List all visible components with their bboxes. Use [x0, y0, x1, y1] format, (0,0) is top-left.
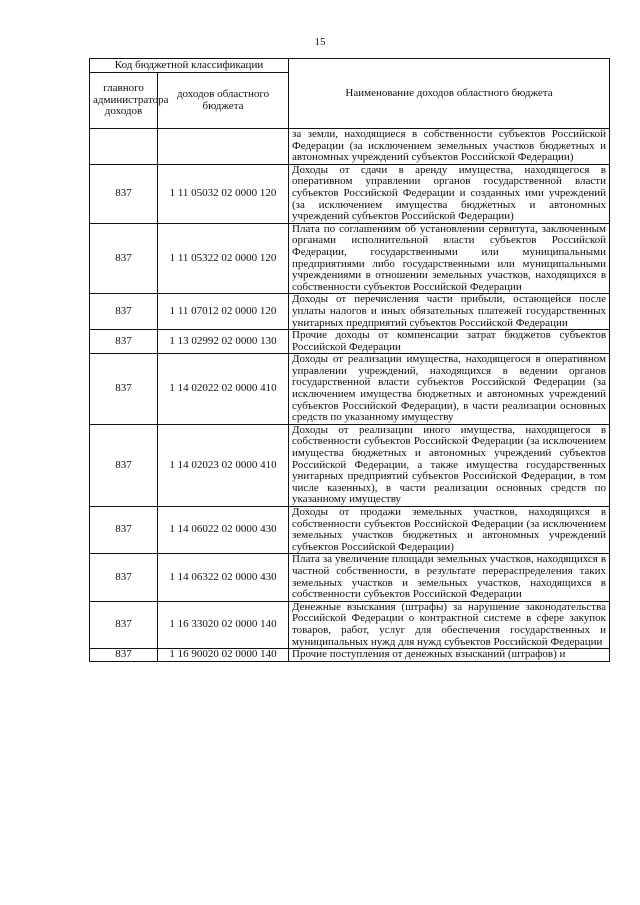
income-code-cell: 1 16 90020 02 0000 140 — [158, 649, 289, 662]
admin-code-cell: 837 — [90, 223, 158, 294]
table-row — [90, 554, 610, 601]
admin-code-cell: 837 — [90, 164, 158, 223]
table-header — [90, 59, 610, 129]
income-name-cell: Плата по соглашениям об установлении сервитута, заключенным органами исполнительной власти субъектов Российской Федерации, государственными или муниципальными предприятиями либо государственными или муниципальными учреждениями в отношении земельных участков, находящихся в собственности субъектов Российской Федерации — [289, 223, 610, 294]
admin-code-cell: 837 — [90, 554, 158, 601]
admin-code-cell: 837 — [90, 649, 158, 662]
income-code-cell: 1 16 33020 02 0000 140 — [158, 601, 289, 648]
admin-code-cell: 837 — [90, 507, 158, 554]
income-code-cell: 1 14 06022 02 0000 430 — [158, 507, 289, 554]
income-code-cell — [158, 129, 289, 165]
table-row — [90, 354, 610, 425]
table-row — [90, 164, 610, 223]
budget-classification-header: Код бюджетной классификации — [90, 59, 289, 73]
admin-code-cell: 837 — [90, 294, 158, 330]
page-number: 15 — [314, 36, 326, 48]
income-name-cell: Денежные взыскания (штрафы) за нарушение законодательства Российской Федерации о контрактной системе в сфере закупок товаров, работ, услуг для обеспечения государственных и муниципальных нужд для нужд субъектов Российской Федерации — [289, 601, 610, 648]
income-name-cell: Доходы от перечисления части прибыли, остающейся после уплаты налогов и иных обязательных платежей государственных унитарных предприятий субъектов Российской Федерации — [289, 294, 610, 330]
income-name-cell: Плата за увеличение площади земельных участков, находящихся в частной собственности, в результате перераспределения таких земельных участков и земельных участков, находящихся в собственности субъектов Российской Федерации — [289, 554, 610, 601]
income-name-cell: Прочие доходы от компенсации затрат бюджетов субъектов Российской Федерации — [289, 330, 610, 354]
income-name-cell: Прочие поступления от денежных взысканий (штрафов) и — [289, 649, 610, 662]
income-code-header: доходов областного бюджета — [158, 73, 289, 129]
income-code-cell: 1 14 02023 02 0000 410 — [158, 424, 289, 506]
admin-code-cell: 837 — [90, 330, 158, 354]
income-code-cell: 1 14 02022 02 0000 410 — [158, 354, 289, 425]
revenue-classification-table — [89, 58, 610, 662]
table-row — [90, 507, 610, 554]
table-row — [90, 223, 610, 294]
income-name-cell: Доходы от реализации имущества, находящегося в оперативном управлении учреждений, находящихся в ведении органов государственной власти субъектов Российской Федерации (за исключением имущества бюджетных и автономных учреждений субъектов Российской Федерации), в части реализации основных средств по указанному имуществу — [289, 354, 610, 425]
admin-code-cell: 837 — [90, 601, 158, 648]
table-row — [90, 330, 610, 354]
table-row — [90, 649, 610, 662]
admin-code-cell — [90, 129, 158, 165]
income-name-cell: Доходы от реализации иного имущества, находящегося в собственности субъектов Российской Федерации (за исключением имущества бюджетных и автономных учреждений субъектов Российской Федерации, а также имущества государственных унитарных предприятий субъектов Российской Федерации, в том числе казенных), в части реализации основных средств по указанному имуществу — [289, 424, 610, 506]
income-name-header: Наименование доходов областного бюджета — [289, 59, 610, 129]
table-body — [90, 129, 610, 662]
table-row — [90, 294, 610, 330]
income-name-cell: Доходы от сдачи в аренду имущества, находящегося в оперативном управлении органов государственной власти субъектов Российской Федерации и созданных ими учреждений (за исключением имущества бюджетных и автономных учреждений субъектов Российской Федерации) — [289, 164, 610, 223]
income-code-cell: 1 11 07012 02 0000 120 — [158, 294, 289, 330]
admin-code-cell: 837 — [90, 424, 158, 506]
income-code-cell: 1 13 02992 02 0000 130 — [158, 330, 289, 354]
table-row — [90, 424, 610, 506]
income-code-cell: 1 14 06322 02 0000 430 — [158, 554, 289, 601]
income-name-cell: за земли, находящиеся в собственности субъектов Российской Федерации (за исключением земельных участков бюджетных и автономных учреждений субъектов Российской Федерации) — [289, 129, 610, 165]
income-code-cell: 1 11 05032 02 0000 120 — [158, 164, 289, 223]
income-code-cell: 1 11 05322 02 0000 120 — [158, 223, 289, 294]
admin-code-header: главного администратора доходов — [90, 73, 158, 129]
admin-code-cell: 837 — [90, 354, 158, 425]
table-row — [90, 601, 610, 648]
table-row — [90, 129, 610, 165]
income-name-cell: Доходы от продажи земельных участков, находящихся в собственности субъектов Российской Федерации (за исключением земельных участков бюджетных и автономных учреждений субъектов Российской Федерации) — [289, 507, 610, 554]
